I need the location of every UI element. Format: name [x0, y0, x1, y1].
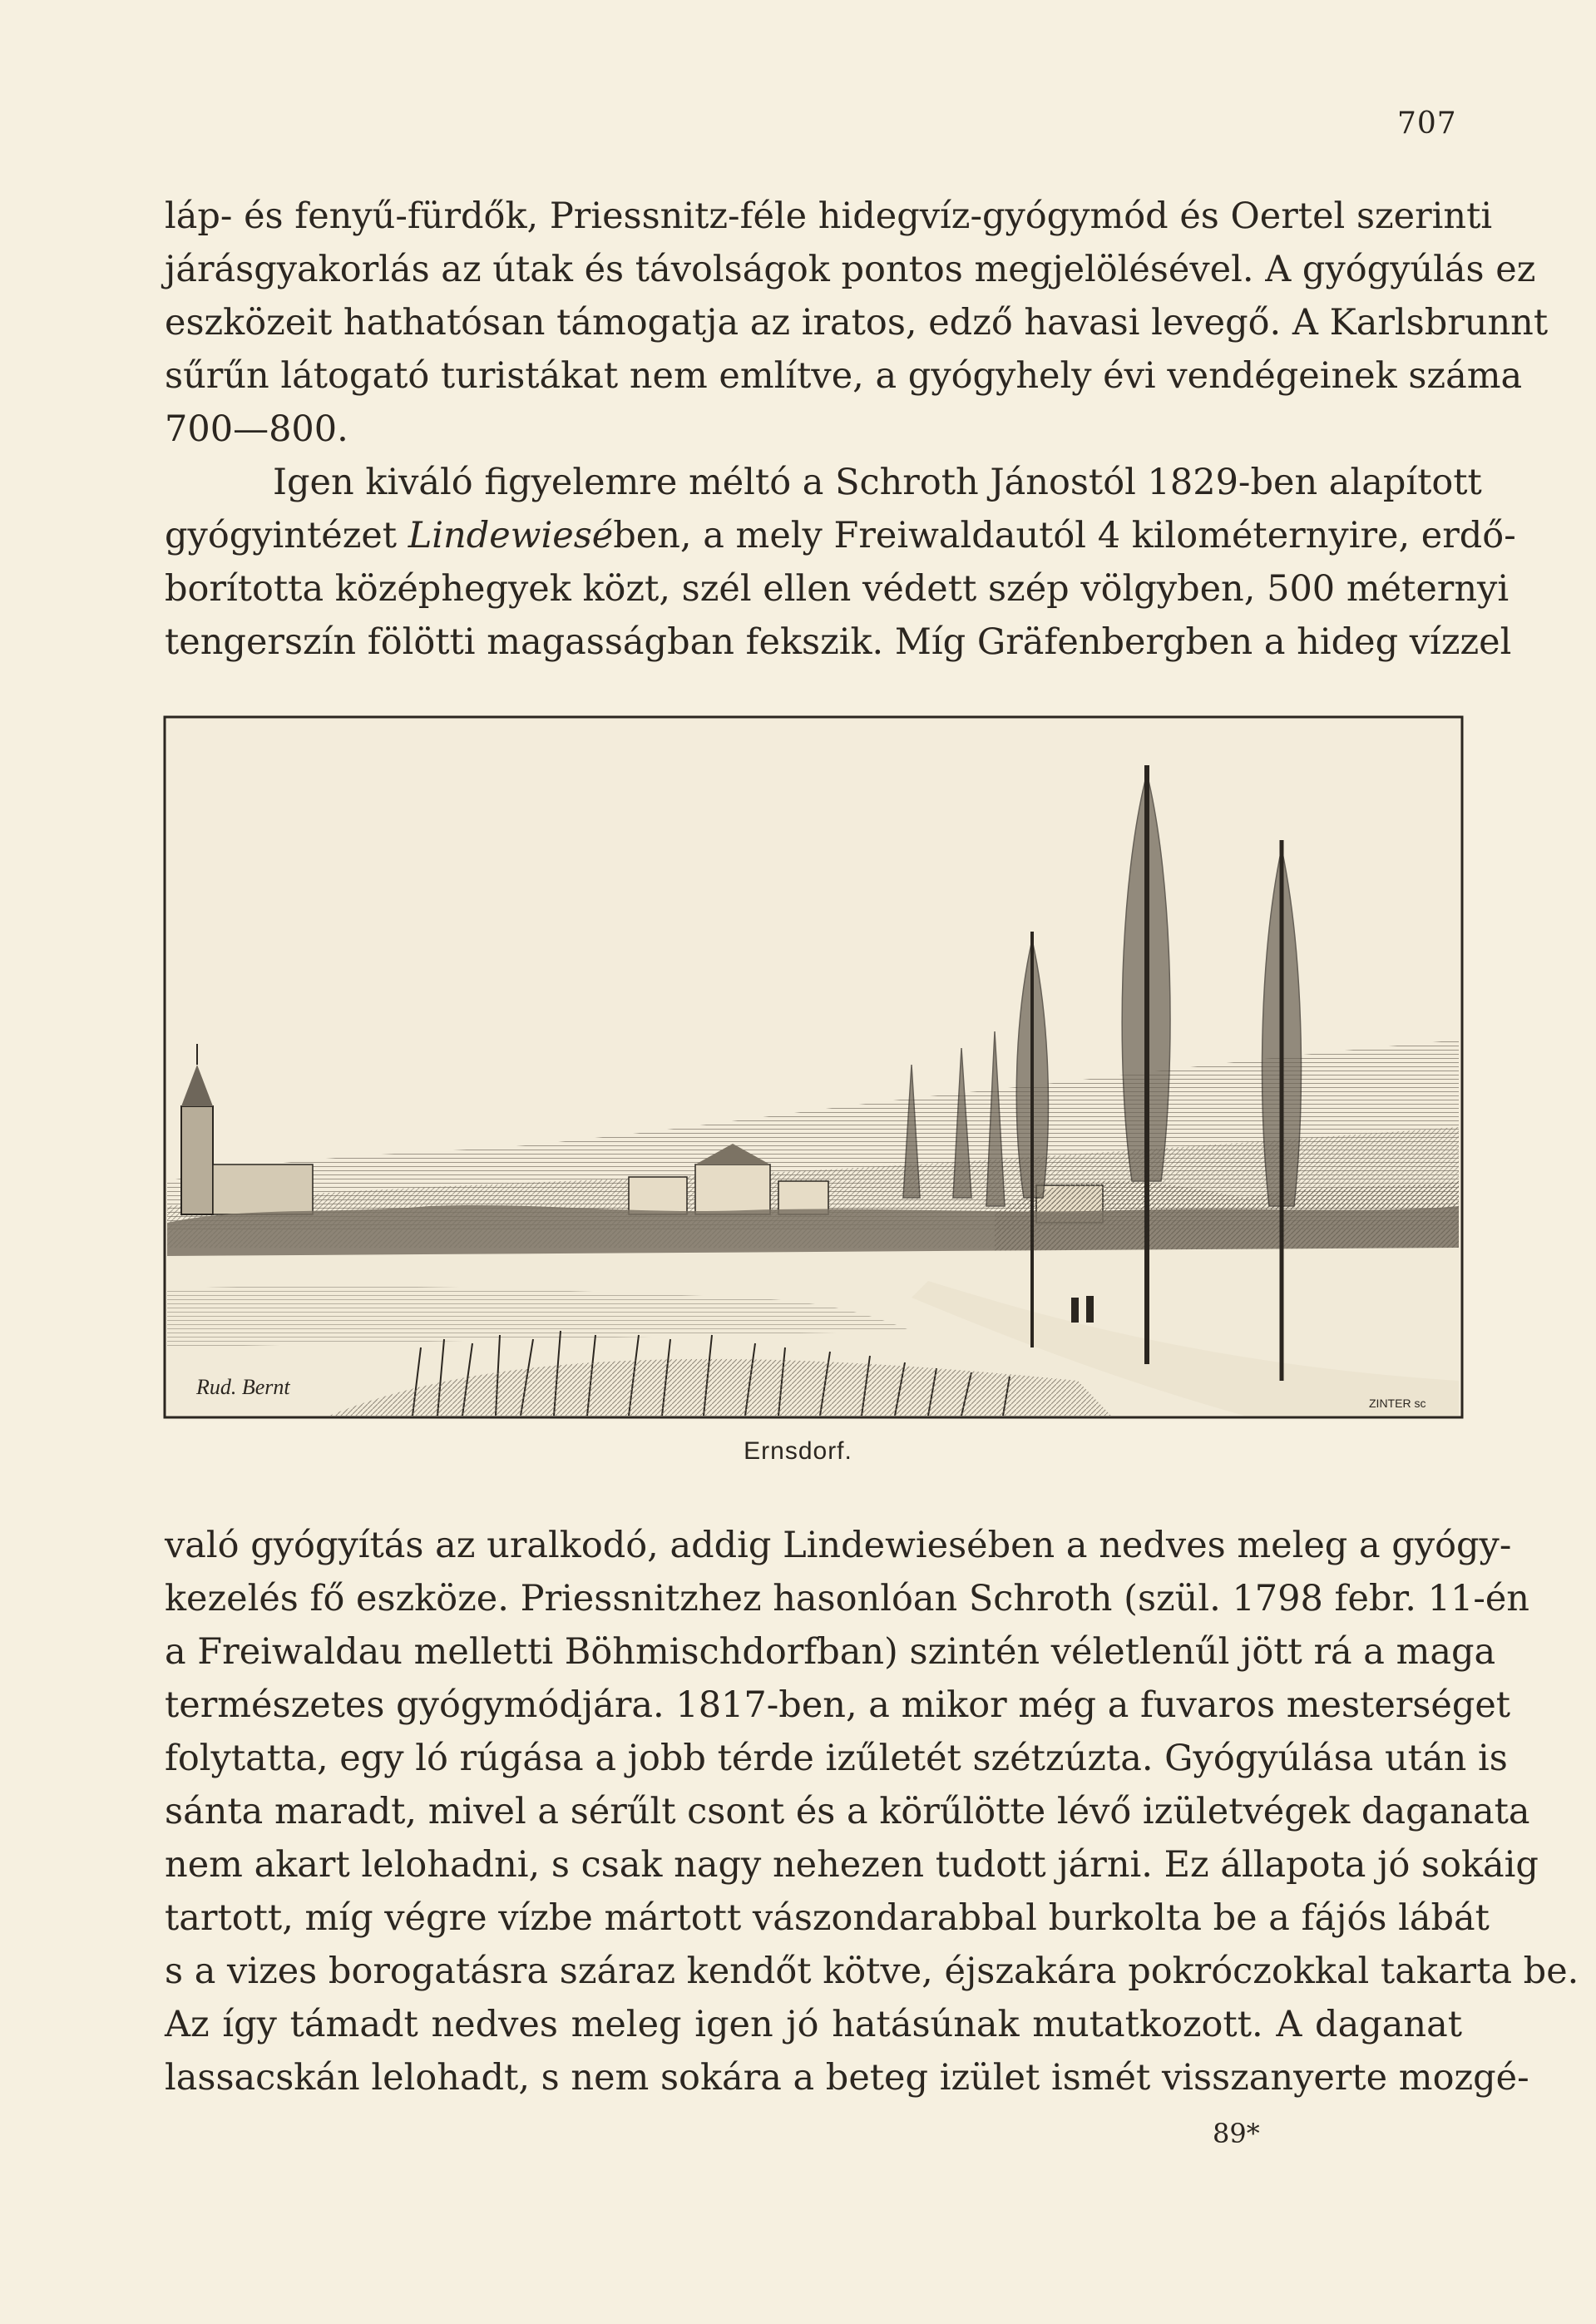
text-line: tartott, míg végre vízbe mártott vászondarabbal burkolta be a fájós lábát: [165, 1897, 1490, 1939]
text-line: Az így támadt nedves meleg igen jó hatásúnak mutatkozott. A daganat: [165, 2004, 1462, 2045]
text-line: s a vizes borogatásra száraz kendőt kötve, éjszakára pokróczokkal takarta be.: [165, 1951, 1579, 1992]
text-line: Igen kiváló figyelemre méltó a Schroth Jánostól 1829-ben alapított: [273, 462, 1482, 503]
text-line: lassacskán lelohadt, s nem sokára a beteg izület ismét visszanyerte mozgé-: [165, 2057, 1529, 2099]
engraving-illustration: [163, 715, 1464, 1419]
place-name-italic: Lindewiesé: [408, 515, 614, 556]
page-number: 707: [1397, 106, 1457, 141]
text-line: láp- és fenyű-fürdők, Priessnitz-féle hidegvíz-gyógymód és Oertel szerinti: [165, 195, 1493, 237]
text-line: járásgyakorlás az útak és távolságok pontos megjelölésével. A gyógyúlás ez: [165, 249, 1536, 290]
text-line: eszközeit hathatósan támogatja az iratos, edző havasi levegő. A Karlsbrunnt: [165, 302, 1549, 344]
text-fragment: gyógyintézet: [165, 515, 408, 556]
text-line: folytatta, egy ló rúgása a jobb térde izűletét szétzúzta. Gyógyúlása után is: [165, 1738, 1508, 1779]
text-line: nem akart lelohadni, s csak nagy nehezen tudott járni. Ez állapota jó sokáig: [165, 1844, 1539, 1886]
landscape-engraving: [163, 715, 1464, 1419]
text-line: való gyógyítás az uralkodó, addig Lindewiesében a nedves meleg a gyógy-: [165, 1525, 1512, 1566]
paragraph-2: [165, 456, 1516, 669]
text-line: borította középhegyek közt, szél ellen védett szép völgyben, 500 méternyi: [165, 568, 1510, 610]
printer-signature-mark: 89*: [1213, 2118, 1260, 2149]
text-line: sűrűn látogató turistákat nem említve, a gyógyhely évi vendégeinek száma: [165, 355, 1523, 397]
text-line: tengerszín fölötti magasságban fekszik. Míg Gräfenbergben a hideg vízzel: [165, 621, 1512, 663]
text-line: sánta maradt, mivel a sérűlt csont és a körűlötte lévő izületvégek daganata: [165, 1791, 1530, 1832]
text-line: 700—800.: [165, 408, 348, 450]
artist-signature: Rud. Bernt: [196, 1375, 290, 1399]
text-line: kezelés fő eszköze. Priessnitzhez hasonlóan Schroth (szül. 1798 febr. 11-én: [165, 1578, 1529, 1619]
figure-caption: Ernsdorf.: [744, 1437, 852, 1465]
text-line: a Freiwaldau melletti Böhmischdorfban) szintén véletlenűl jött rá a maga: [165, 1631, 1496, 1673]
text-fragment: ben, a mely Freiwaldautól 4 kilométernyire, erdő-: [613, 515, 1516, 556]
paragraph-1: [165, 190, 1549, 456]
engraver-signature: ZINTER sc: [1369, 1397, 1426, 1410]
text-line: természetes gyógymódjára. 1817-ben, a mikor még a fuvaros mesterséget: [165, 1684, 1511, 1726]
paragraph-3: [165, 1519, 1579, 2104]
text-line: [165, 509, 1516, 562]
